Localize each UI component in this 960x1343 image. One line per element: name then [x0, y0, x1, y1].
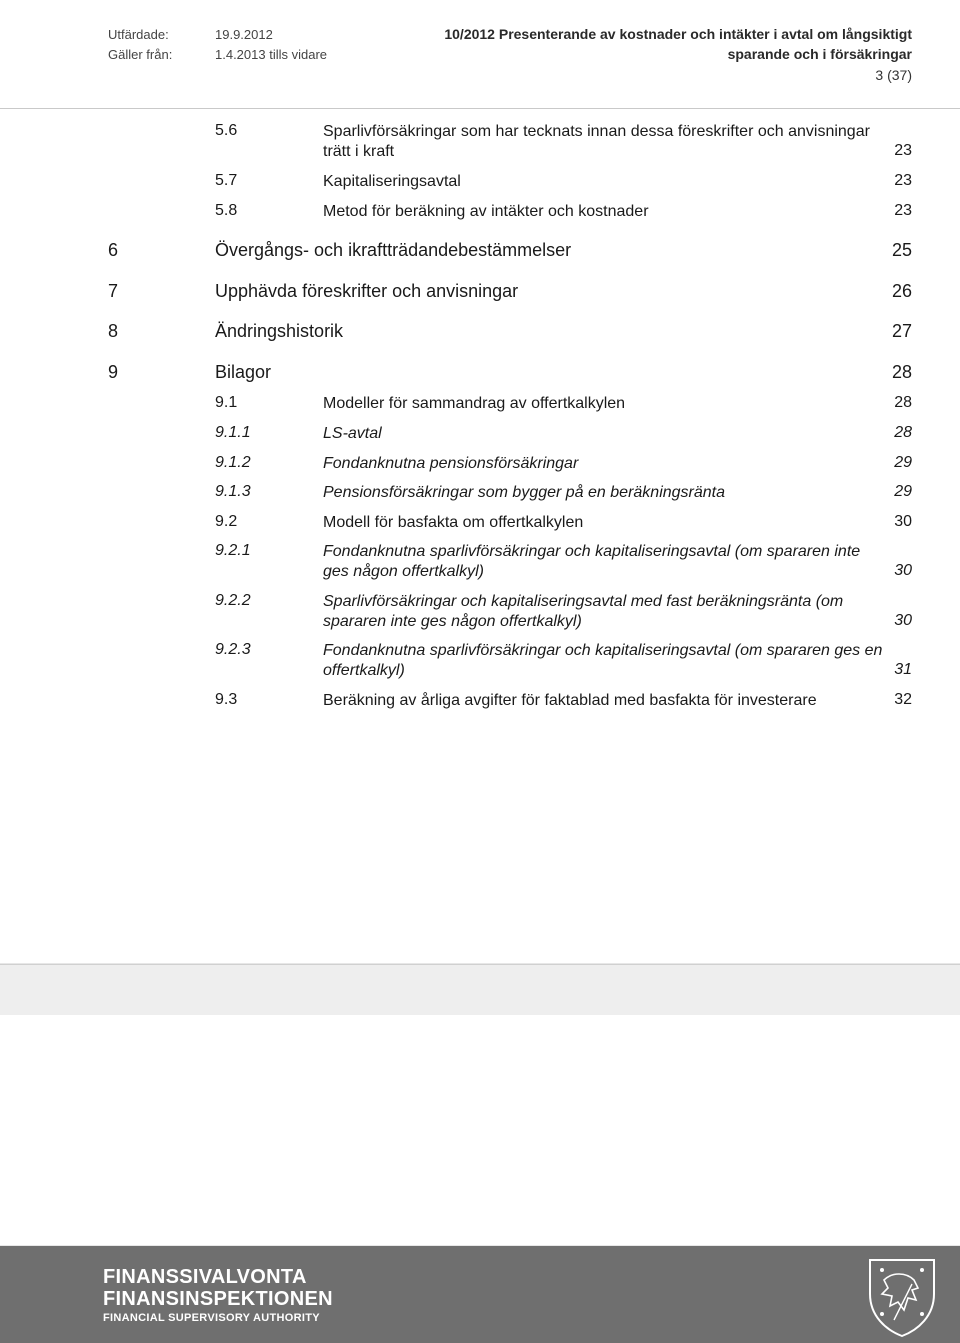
valid-from-label: Gäller från: — [108, 47, 173, 62]
toc-title: Metod för beräkning av intäkter och kostnader — [323, 203, 649, 220]
toc-number: 8 — [108, 321, 119, 341]
toc-title: Bilagor — [215, 362, 272, 382]
toc-page: 30 — [894, 513, 912, 530]
page-footer — [0, 1246, 960, 1343]
logo-text-finnish: FINANSSIVALVONTA — [103, 1266, 307, 1288]
toc-number: 9.1.1 — [215, 424, 251, 441]
toc-number: 5.6 — [215, 122, 238, 139]
issued-label: Utfärdade: — [108, 27, 169, 42]
toc-number: 9.2.2 — [215, 592, 251, 609]
toc-page: 30 — [894, 612, 912, 629]
toc-number: 9.2 — [215, 513, 238, 530]
toc-number: 5.8 — [215, 202, 238, 219]
toc-title: Beräkning av årliga avgifter för faktablad med basfakta för investerare — [323, 692, 817, 709]
toc-page: 27 — [891, 321, 912, 341]
toc-page: 28 — [894, 394, 912, 411]
toc-number: 9.2.1 — [215, 542, 251, 559]
document-title-line2: sparande och i försäkringar — [727, 46, 912, 62]
toc-page: 23 — [894, 172, 912, 189]
toc-page: 29 — [894, 483, 912, 500]
toc-title: Sparlivförsäkringar och kapitaliseringsavtal med fast beräkningsränta (om spararen inte ges någon offertkalkyl) — [323, 593, 844, 630]
toc-title: Pensionsförsäkringar som bygger på en beräkningsränta — [323, 484, 726, 501]
page-header — [0, 0, 960, 109]
toc-number: 6 — [108, 240, 119, 260]
document-title-line1: 10/2012 Presenterande av kostnader och intäkter i avtal om långsiktigt — [444, 26, 912, 42]
toc-title: Fondanknutna sparlivförsäkringar och kapitaliseringsavtal (om spararen ges en offertkalkyl) — [323, 642, 883, 679]
issued-date: 19.9.2012 — [215, 27, 273, 42]
toc-page: 23 — [894, 202, 912, 219]
logo-text-swedish: FINANSINSPEKTIONEN — [103, 1288, 333, 1310]
table-of-contents — [0, 109, 960, 963]
toc-number: 9.1 — [215, 394, 238, 411]
toc-page: 32 — [894, 691, 912, 708]
toc-page: 31 — [894, 661, 912, 678]
toc-number: 9.1.3 — [215, 483, 251, 500]
toc-title: Kapitaliseringsavtal — [323, 173, 461, 190]
toc-title: Övergångs- och ikraftträdandebestämmelser — [215, 240, 572, 260]
coat-of-arms-icon — [864, 1254, 940, 1338]
toc-title: Sparlivförsäkringar som har tecknats innan dessa föreskrifter och anvisningar trätt i kraft — [323, 123, 870, 160]
toc-number: 7 — [108, 281, 119, 301]
toc-page: 28 — [894, 424, 912, 441]
toc-page: 25 — [891, 240, 912, 260]
toc-title: Fondanknutna sparlivförsäkringar och kapitaliseringsavtal (om spararen inte ges någon offertkalkyl) — [323, 543, 861, 580]
blank-area — [0, 1015, 960, 1245]
toc-number: 5.7 — [215, 172, 238, 189]
toc-page: 29 — [894, 454, 912, 471]
toc-title: Ändringshistorik — [215, 321, 344, 341]
toc-page: 30 — [894, 562, 912, 579]
toc-title: Modell för basfakta om offertkalkylen — [323, 514, 584, 531]
toc-page: 28 — [891, 362, 912, 382]
logo-text-english: FINANCIAL SUPERVISORY AUTHORITY — [103, 1312, 320, 1324]
page-number: 3 (37) — [875, 67, 912, 83]
toc-title: Fondanknutna pensionsförsäkringar — [323, 455, 579, 472]
toc-title: Modeller för sammandrag av offertkalkylen — [323, 395, 626, 412]
toc-page: 23 — [894, 142, 912, 159]
page-divider-band — [0, 964, 960, 1015]
toc-number: 9 — [108, 362, 119, 382]
toc-number: 9.2.3 — [215, 641, 251, 658]
toc-title: LS-avtal — [323, 425, 382, 442]
toc-number: 9.1.2 — [215, 454, 251, 471]
toc-page: 26 — [891, 281, 912, 301]
toc-number: 9.3 — [215, 691, 238, 708]
valid-from-date: 1.4.2013 tills vidare — [215, 47, 328, 62]
toc-title: Upphävda föreskrifter och anvisningar — [215, 281, 519, 301]
